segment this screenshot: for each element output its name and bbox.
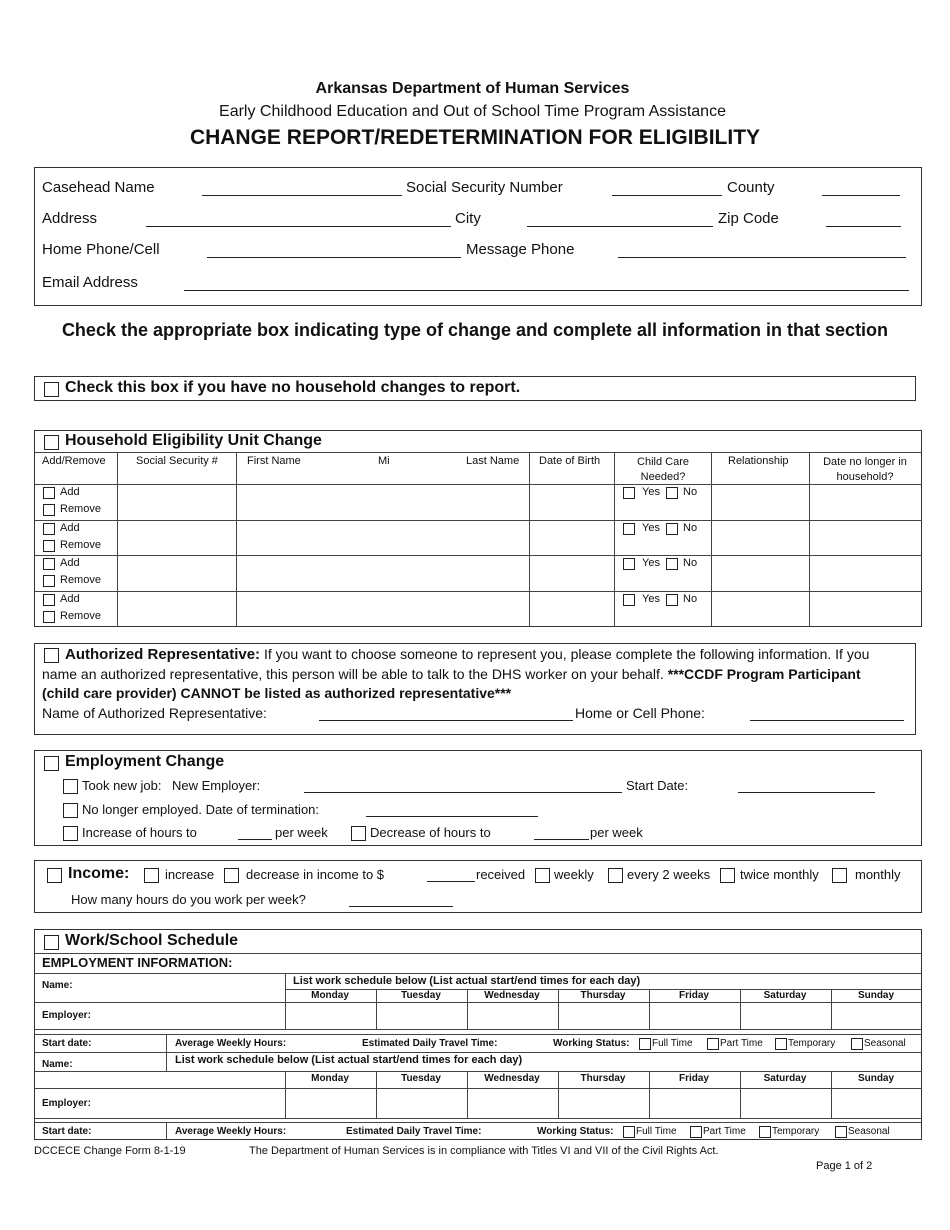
temporary-label-2: Temporary xyxy=(772,1126,820,1137)
zip-input[interactable] xyxy=(826,226,901,227)
email-input[interactable] xyxy=(184,290,909,291)
full-time-label-2: Full Time xyxy=(636,1126,677,1137)
day-sunday-2: Sunday xyxy=(857,1073,895,1084)
zip-label: Zip Code xyxy=(718,210,779,227)
seasonal-label-2: Seasonal xyxy=(848,1126,890,1137)
employer-label-2: Employer: xyxy=(42,1098,91,1109)
remove-checkbox[interactable] xyxy=(43,504,55,516)
remove-checkbox[interactable] xyxy=(43,540,55,552)
day-saturday: Saturday xyxy=(763,990,807,1001)
instruction-text: Check the appropriate box indicating type of change and complete all information in that section xyxy=(61,320,889,340)
decrease-hours-input[interactable] xyxy=(534,839,589,840)
monthly-checkbox[interactable] xyxy=(832,868,847,883)
add-label: Add xyxy=(60,486,80,498)
message-phone-input[interactable] xyxy=(618,257,906,258)
col-first-name: First Name xyxy=(247,455,301,467)
day-thursday: Thursday xyxy=(580,990,626,1001)
day-wednesday-2: Wednesday xyxy=(484,1073,540,1084)
working-status-label: Working Status: xyxy=(553,1038,630,1049)
start-date-label: Start date: xyxy=(42,1038,92,1049)
add-label: Add xyxy=(60,593,80,605)
employer-label: Employer: xyxy=(42,1010,91,1021)
county-input[interactable] xyxy=(822,195,900,196)
part-time-checkbox[interactable] xyxy=(707,1038,719,1050)
email-label: Email Address xyxy=(42,274,138,291)
remove-label: Remove xyxy=(60,610,101,622)
travel-time-label: Estimated Daily Travel Time: xyxy=(362,1038,498,1049)
col-relationship: Relationship xyxy=(728,455,789,467)
day-sunday: Sunday xyxy=(857,990,895,1001)
full-time-label: Full Time xyxy=(652,1038,693,1049)
hours-per-week-input[interactable] xyxy=(349,906,453,907)
no-label: No xyxy=(683,593,698,605)
no-longer-employed-label: No longer employed. Date of termination: xyxy=(82,802,320,817)
auth-rep-text-1: If you want to choose someone to represent you, please complete the following information. If you xyxy=(263,646,870,662)
add-label: Add xyxy=(60,557,80,569)
form-title: CHANGE REPORT/REDETERMINATION FOR ELIGIBILITY xyxy=(189,126,761,149)
employment-title: Employment Change xyxy=(65,753,225,770)
col-dob: Date of Birth xyxy=(539,455,601,467)
childcare-no-checkbox[interactable] xyxy=(666,487,678,499)
message-phone-label: Message Phone xyxy=(466,241,575,258)
home-phone-input[interactable] xyxy=(207,257,461,258)
col-mi: Mi xyxy=(378,455,390,467)
start-date-input[interactable] xyxy=(738,792,875,793)
casehead-input[interactable] xyxy=(202,195,402,196)
every-2-weeks-checkbox[interactable] xyxy=(608,868,623,883)
household-title: Household Eligibility Unit Change xyxy=(65,432,322,449)
avg-hours-label-2: Average Weekly Hours: xyxy=(175,1126,287,1137)
per-week-label-2: per week xyxy=(590,825,643,840)
decrease-hours-label: Decrease of hours to xyxy=(370,825,491,840)
name-label: Name: xyxy=(42,980,73,991)
seasonal-checkbox[interactable] xyxy=(851,1038,863,1050)
childcare-no-checkbox[interactable] xyxy=(666,594,678,606)
childcare-yes-checkbox[interactable] xyxy=(623,487,635,499)
employment-info-label: EMPLOYMENT INFORMATION: xyxy=(42,955,233,970)
schedule-checkbox[interactable] xyxy=(44,935,59,950)
received-label: received xyxy=(476,867,526,882)
remove-label: Remove xyxy=(60,574,101,586)
auth-rep-checkbox[interactable] xyxy=(44,648,59,663)
household-checkbox[interactable] xyxy=(44,435,59,450)
termination-date-input[interactable] xyxy=(366,816,538,817)
yes-label: Yes xyxy=(642,486,660,498)
part-time-checkbox-2[interactable] xyxy=(690,1126,702,1138)
col-add-remove: Add/Remove xyxy=(42,455,106,467)
increase-hours-label: Increase of hours to xyxy=(82,825,197,840)
income-title: Income: xyxy=(68,865,130,882)
income-decrease-checkbox[interactable] xyxy=(224,868,239,883)
childcare-no-checkbox[interactable] xyxy=(666,523,678,535)
yes-label: Yes xyxy=(642,593,660,605)
day-monday-2: Monday xyxy=(311,1073,349,1084)
full-time-checkbox[interactable] xyxy=(639,1038,651,1050)
no-label: No xyxy=(683,557,698,569)
day-saturday-2: Saturday xyxy=(763,1073,807,1084)
remove-label: Remove xyxy=(60,539,101,551)
address-label: Address xyxy=(42,210,98,227)
col-childcare: Child Care Needed? xyxy=(637,456,689,483)
day-tuesday-2: Tuesday xyxy=(401,1073,441,1084)
new-job-checkbox[interactable] xyxy=(63,779,78,794)
childcare-yes-checkbox[interactable] xyxy=(623,594,635,606)
remove-checkbox[interactable] xyxy=(43,611,55,623)
auth-rep-text-2: name an authorized representative, this person will be able to talk to the DHS worker on your behalf. xyxy=(42,666,664,682)
income-increase-checkbox[interactable] xyxy=(144,868,159,883)
start-date-label: Start Date: xyxy=(626,778,689,793)
avg-hours-label: Average Weekly Hours: xyxy=(175,1038,287,1049)
hours-question: How many hours do you work per week? xyxy=(71,892,306,907)
city-label: City xyxy=(455,210,481,227)
per-week-label: per week xyxy=(275,825,328,840)
col-ssn: Social Security # xyxy=(136,455,218,467)
day-wednesday: Wednesday xyxy=(484,990,540,1001)
auth-rep-warning-1: ***CCDF Program Participant xyxy=(667,666,861,682)
auth-rep-title: Authorized Representative: xyxy=(65,646,261,663)
day-tuesday: Tuesday xyxy=(401,990,441,1001)
seasonal-checkbox-2[interactable] xyxy=(835,1126,847,1138)
auth-rep-name-label: Name of Authorized Representative: xyxy=(42,705,267,721)
part-time-label: Part Time xyxy=(720,1038,763,1049)
childcare-no-checkbox[interactable] xyxy=(666,558,678,570)
full-time-checkbox-2[interactable] xyxy=(623,1126,635,1138)
add-checkbox[interactable] xyxy=(43,523,55,535)
no-longer-employed-checkbox[interactable] xyxy=(63,803,78,818)
schedule-list-label-2: List work schedule below (List actual start/end times for each day) xyxy=(175,1054,523,1066)
twice-monthly-label: twice monthly xyxy=(740,867,819,882)
home-phone-label: Home Phone/Cell xyxy=(42,241,160,258)
form-id: DCCECE Change Form 8-1-19 xyxy=(34,1145,186,1157)
day-monday: Monday xyxy=(311,990,349,1001)
address-input[interactable] xyxy=(146,226,451,227)
travel-time-label-2: Estimated Daily Travel Time: xyxy=(346,1126,482,1137)
ssn-input[interactable] xyxy=(612,195,722,196)
no-changes-checkbox[interactable] xyxy=(44,382,59,397)
twice-monthly-checkbox[interactable] xyxy=(720,868,735,883)
auth-rep-phone-label: Home or Cell Phone: xyxy=(575,705,705,721)
temporary-label: Temporary xyxy=(788,1038,836,1049)
weekly-checkbox[interactable] xyxy=(535,868,550,883)
remove-checkbox[interactable] xyxy=(43,575,55,587)
no-label: No xyxy=(683,522,698,534)
yes-label: Yes xyxy=(642,522,660,534)
increase-hours-checkbox[interactable] xyxy=(63,826,78,841)
temporary-checkbox-2[interactable] xyxy=(759,1126,771,1138)
add-checkbox[interactable] xyxy=(43,487,55,499)
day-thursday-2: Thursday xyxy=(580,1073,626,1084)
schedule-title: Work/School Schedule xyxy=(65,932,239,949)
auth-rep-phone-input[interactable] xyxy=(750,720,904,721)
day-friday-2: Friday xyxy=(678,1073,709,1084)
add-checkbox[interactable] xyxy=(43,558,55,570)
income-amount-input[interactable] xyxy=(427,881,475,882)
every-2-weeks-label: every 2 weeks xyxy=(627,867,711,882)
new-employer-label: New Employer: xyxy=(172,778,261,793)
col-date-no-longer: Date no longer in household? xyxy=(823,456,907,483)
name-label-2: Name: xyxy=(42,1059,73,1070)
add-label: Add xyxy=(60,522,80,534)
employment-checkbox[interactable] xyxy=(44,756,59,771)
monthly-label: monthly xyxy=(855,867,901,882)
no-changes-label: Check this box if you have no household changes to report. xyxy=(65,379,521,396)
casehead-label: Casehead Name xyxy=(42,179,155,196)
new-employer-input[interactable] xyxy=(304,792,622,793)
new-job-label: Took new job: xyxy=(82,778,162,793)
col-last-name: Last Name xyxy=(466,455,520,467)
seasonal-label: Seasonal xyxy=(864,1038,906,1049)
city-input[interactable] xyxy=(527,226,713,227)
start-date-label-2: Start date: xyxy=(42,1126,92,1137)
childcare-yes-checkbox[interactable] xyxy=(623,523,635,535)
working-status-label-2: Working Status: xyxy=(537,1126,614,1137)
add-checkbox[interactable] xyxy=(43,594,55,606)
auth-rep-warning-2: (child care provider) CANNOT be listed as authorized representative*** xyxy=(42,685,512,701)
auth-rep-name-input[interactable] xyxy=(319,720,573,721)
page-number: Page 1 of 2 xyxy=(816,1160,873,1172)
weekly-label: weekly xyxy=(554,867,594,882)
income-checkbox[interactable] xyxy=(47,868,62,883)
decrease-hours-checkbox[interactable] xyxy=(351,826,366,841)
yes-label: Yes xyxy=(642,557,660,569)
childcare-yes-checkbox[interactable] xyxy=(623,558,635,570)
ssn-label: Social Security Number xyxy=(406,179,563,196)
day-friday: Friday xyxy=(678,990,709,1001)
income-decrease-label: decrease in income to $ xyxy=(246,867,385,882)
no-label: No xyxy=(683,486,698,498)
increase-hours-input[interactable] xyxy=(238,839,272,840)
remove-label: Remove xyxy=(60,503,101,515)
county-label: County xyxy=(727,179,775,196)
agency-name: Arkansas Department of Human Services xyxy=(315,80,630,97)
program-name: Early Childhood Education and Out of School Time Program Assistance xyxy=(219,103,726,120)
schedule-list-label: List work schedule below (List actual start/end times for each day) xyxy=(293,975,641,987)
temporary-checkbox[interactable] xyxy=(775,1038,787,1050)
civil-rights-notice: The Department of Human Services is in compliance with Titles VI and VII of the Civil Rights Act. xyxy=(249,1145,719,1157)
income-increase-label: increase xyxy=(165,867,215,882)
part-time-label-2: Part Time xyxy=(703,1126,746,1137)
